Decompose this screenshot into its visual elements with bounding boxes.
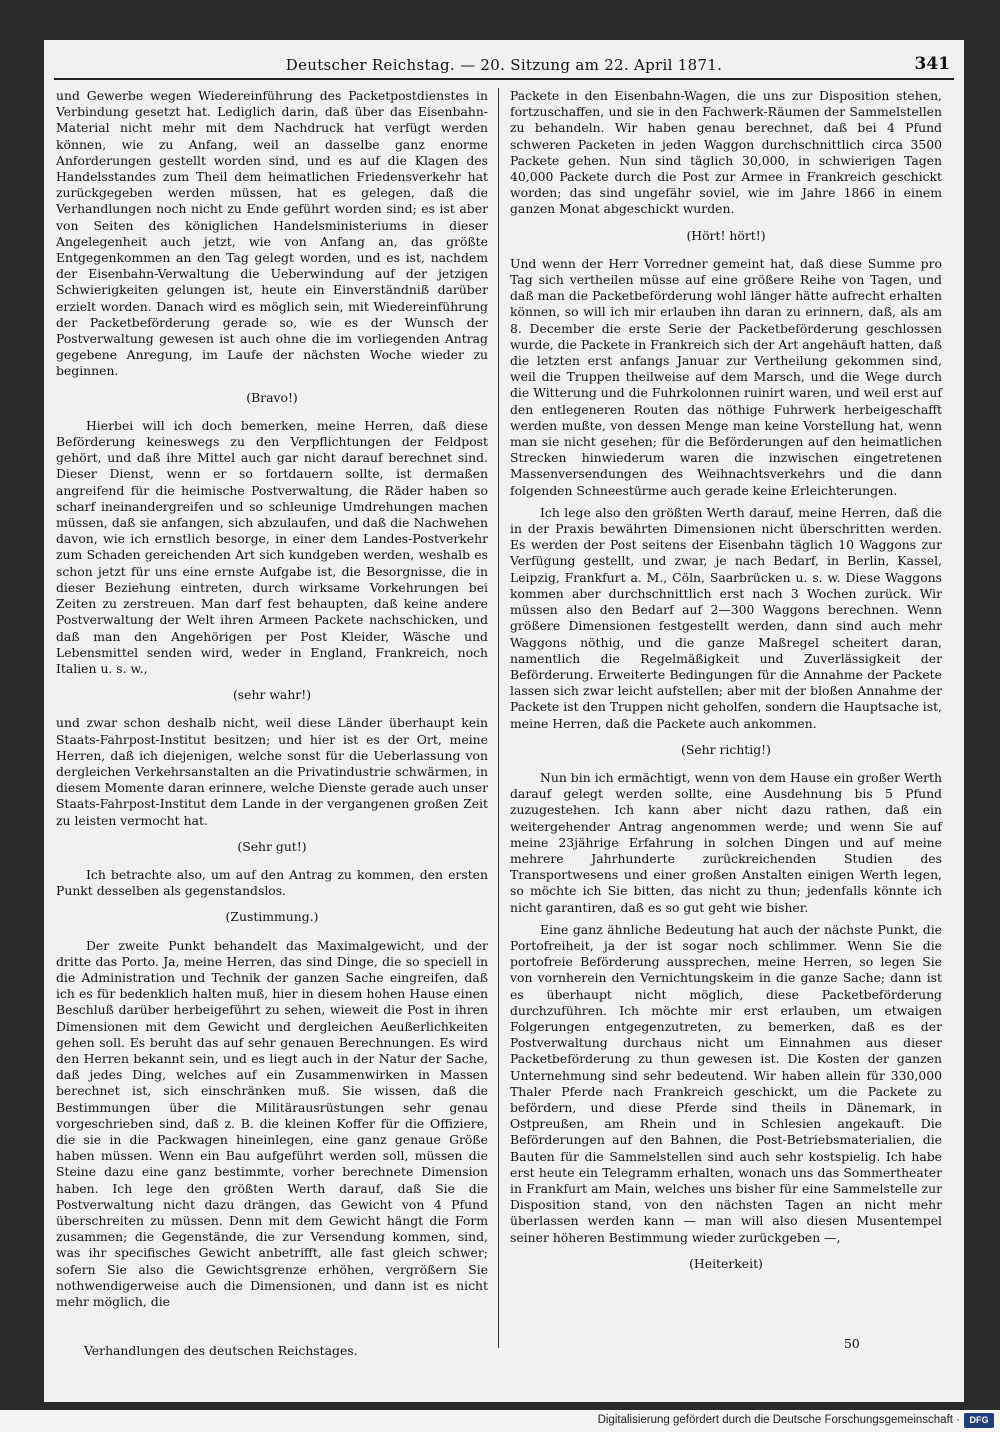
right-column	[510, 88, 942, 1284]
paragraph: Hierbei will ich doch bemerken, meine Herren, daß diese Beförderung keineswegs zu den Verpflichtungen der Feldpost gehört, und daß ihre Mittel auch gar nicht darauf berechnet sind. Dieser Dienst, wenn er so fortdauern sollte, ist dermaßen angreifend für die heimische Postverwaltung, die Räder haben so scharf ineinandergreifen und so schleunige Umdrehungen machen müssen, daß sie anfangen, sich abzulaufen, und daß die Nachwehen davon, wie ich ernstlich besorge, in einer dem Landes-Postverkehr zum Schaden gereichenden Art sich kundgeben werden, weshalb es schon jetzt für uns eine ernste Aufgabe ist, die Besorgnisse, die in dieser Beziehung eintreten, durch wirksame Vorkehrungen bei Zeiten zu zerstreuen. Man darf fest behaupten, daß keine andere Postverwaltung der Welt ihren Armeen Packete nachschicken, und daß man den Angehörigen per Post Kleider, Wäsche und Lebensmittel senden wird, weder in England, Frankreich, noch Italien u. s. w.,	[56, 417, 488, 676]
footer-publication: Verhandlungen des deutschen Reichstages.	[84, 1343, 358, 1358]
interjection: (Zustimmung.)	[225, 909, 319, 925]
paragraph: Packete in den Eisenbahn-Wagen, die uns zur Disposition stehen, fortzuschaffen, und sie in den Fachwerk-Räumen der Sammelstellen zu behandeln. Wir haben genau berechnet, daß bei 4 Pfund schweren Packeten in jeden Waggon durchschnittlich circa 3500 Packete gehen. Nun sind täglich 30,000, in schwierigen Tagen 40,000 Packete durch die Post zur Armee in Frankreich geschickt worden; das sind ungefähr soviel, wie im Jahre 1866 in einem ganzen Monat abgeschickt wurden.	[510, 88, 942, 217]
paragraph: Und wenn der Herr Vorredner gemeint hat, daß diese Summe pro Tag sich vertheilen müsse auf eine größere Reihe von Tagen, und daß man die Packetbeförderung wohl länger hätte aufrecht erhalten können, so will ich mir erlauben ihn daran zu erinnern, daß, als am 8. December die erste Serie der Packetbeförderung geschlossen wurde, die Packete in Frankreich sich der Art angehäuft hatten, daß die letzten erst anfangs Januar zur Vertheilung gekommen sind, weil die Truppen theilweise auf dem Marsch, und die Wege durch die Witterung und die Fuhrkolonnen ruinirt waren, und weil erst auf den entlegeneren Routen das nöthige Fuhrwerk herbeigeschafft werden mußte, von dessen Menge man keine Vorstellung hat, wenn man sie nicht gesehen; für die Beförderungen auf den heimatlichen Strecken hinwiederum waren die inzwischen eingetretenen Massenversendungen des Weihnachtsverkehrs und die dann folgenden Schneestürme auch gerade keine Erleichterungen.	[510, 255, 942, 498]
dfg-logo: DFG	[964, 1413, 994, 1428]
paragraph: und Gewerbe wegen Wiedereinführung des Packetpostdienstes in Verbindung gesetzt hat. Lediglich darin, daß über das Eisenbahn-Material nicht mehr mit dem Nachdruck hat verfügt werden können, wie zu Anfang, weil an dasselbe ganz enorme Anforderungen gestellt worden sind, und es auf die Klagen des Handelsstandes zum Theil dem heimatlichen Friedensverkehr hat zurückgegeben werden müssen, hat es gelegen, daß die Verhandlungen noch nicht zu Ende geführt worden sind; es ist aber von Seiten des königlichen Handelsministeriums in dieser Angelegenheit auch jetzt, wie von Anfang an, das größte Entgegenkommen an den Tag gelegt worden, und es ist, nachdem der Eisenbahn-Verwaltung die Ueberwindung auf der jetzigen Schwierigkeiten gelungen ist, heute ein Einverständniß darüber erzielt worden. Danach wird es möglich sein, mit Wiedereinführung der Packetbeförderung gerade so, wie es der Wunsch der Postverwaltung gewesen ist auch ohne die im vorliegenden Antrag gegebene Anregung, im Laufe der nächsten Woche wieder zu beginnen.	[56, 88, 488, 379]
interjection: (Sehr gut!)	[237, 838, 307, 854]
paragraph: Nun bin ich ermächtigt, wenn von dem Hause ein großer Werth darauf gelegt werden sollte, eine Ausdehnung bis 5 Pfund zuzugestehen. Ich kann aber nicht dazu rathen, daß ein weitergehender Antrag angenommen werde; und wenn Sie auf meine 23jährige Erfahrung in solchen Dingen und auf meine mehrere Jahrhunderte zurückreichenden Studien des Transportwesens und einer großen Anstalten einigen Werth legen, so möchte ich Sie bitten, das nicht zu thun; jedenfalls könnte ich nicht garantiren, daß es so gut geht wie bisher.	[510, 769, 942, 915]
page-header	[54, 48, 954, 80]
interjection: (Bravo!)	[246, 389, 298, 405]
paragraph: Ich lege also den größten Werth darauf, meine Herren, daß die in der Praxis bewährten Dimensionen nicht überschritten werden. Es werden der Post seitens der Eisenbahn täglich 10 Waggons zur Verfügung gestellt, und zwar, je nach Bedarf, in Berlin, Kassel, Leipzig, Frankfurt a. M., Cöln, Saarbrücken u. s. w. Diese Waggons kommen aber durchschnittlich erst nach 3 Wochen zurück. Wir müssen also den Bedarf auf 2—300 Waggons berechnen. Wenn größere Dimensionen festgestellt werden, dann sind auch mehr Waggons nöthig, und die ganze Maßregel scheitert daran, namentlich die Regelmäßigkeit und Zuverlässigkeit der Beförderung. Erweiterte Bedingungen für die Annahme der Packete lassen sich zwar leicht aufstellen; aber mit der bloßen Annahme der Packete ist den Truppen nicht geholfen, sondern die Hauptsache ist, meine Herren, daß die Packete auch ankommen.	[510, 504, 942, 731]
interjection: (Sehr richtig!)	[681, 741, 771, 757]
paragraph: Ich betrachte also, um auf den Antrag zu kommen, den ersten Punkt desselben als gegenstandslos.	[56, 866, 488, 899]
digitization-caption: Digitalisierung gefördert durch die Deutsche Forschungsgemeinschaft ·	[597, 1414, 960, 1426]
left-column	[56, 88, 488, 1316]
interjection: (Heiterkeit)	[689, 1255, 763, 1271]
interjection: (Hört! hört!)	[686, 227, 766, 243]
column-divider	[498, 88, 499, 1348]
paragraph: Eine ganz ähnliche Bedeutung hat auch der nächste Punkt, die Portofreiheit, ja der ist sogar noch schlimmer. Wenn Sie die portofreie Beförderung aussprechen, meine Herren, so legen Sie von vornherein den Vernichtungskeim in die ganze Sache; dann ist es überhaupt nicht möglich, diese Packetbeförderung durchzuführen. Ich möchte mir erst erlauben, um etwaigen Folgerungen entgegenzutreten, zu bemerken, daß es der Postverwaltung durchaus nicht um Einnahmen aus dieser Packetbeförderung zu thun gewesen ist. Die Kosten der ganzen Unternehmung sind sehr bedeutend. Wir haben allein für 330,000 Thaler Pferde nach Frankreich geschickt, um die Packete zu befördern, und diese Pferde sind theils in Dänemark, in Ostpreußen, am Rhein und in Schlesien angekauft. Die Beförderungen auf den Bahnen, die Post-Betriebsmaterialien, die Bauten für die Sammelstellen sind auch sehr kostspielig. Ich habe erst heute ein Telegramm erhalten, wonach uns das Sommertheater in Frankfurt am Main, welches uns bisher für eine Sammelstelle zur Disposition stand, von den nächsten Tagen an nicht mehr überlassen werden kann — man will also diesen Musentempel seiner höheren Bestimmung wieder zurückgeben —,	[510, 921, 942, 1245]
document-page	[44, 40, 964, 1402]
running-title: Deutscher Reichstag. — 20. Sitzung am 22. April 1871.	[285, 56, 723, 74]
interjection: (sehr wahr!)	[232, 687, 312, 703]
digitization-strip	[0, 1410, 1000, 1432]
paragraph: Der zweite Punkt behandelt das Maximalgewicht, und der dritte das Porto. Ja, meine Herren, das sind Dinge, die so speciell in die Administration und Technik der ganzen Sache eingreifen, daß ich es für bedenklich halten muß, hier in diesem hohen Hause einen Beschluß darüber herbeigeführt zu sehen, wieweit die Post in ihren Dimensionen mit dem Gewicht und dergleichen Aeußerlichkeiten gehen soll. Es beruht das auf sehr genauen Berechnungen. Es wird den Herren bekannt sein, und es liegt auch in der Natur der Sache, daß jedes Ding, welches auf ein Zusammenwirken in Massen berechnet ist, sich einschränken muß. Sie wissen, daß die Bestimmungen über die Militärausrüstungen sehr genau vorgeschrieben sind, daß z. B. die kleinen Koffer für die Offiziere, die sie in die Packwagen hineinlegen, eine ganz genaue Größe haben müssen. Wenn ein Bau aufgeführt werden soll, müssen die Steine dazu eine ganz bestimmte, vorher berechnete Dimension haben. Ich lege den größten Werth darauf, daß Sie die Postverwaltung nicht dazu drängen, das Gewicht von 4 Pfund überschreiten zu müssen. Denn mit dem Gewicht hängt die Form zusammen; die Gegenstände, die zur Versendung kommen, sind, was ihr specifisches Gewicht anbetrifft, alle fast gleich schwer; sofern Sie also die Gewichtsgrenze erhöhen, vergrößern Sie nothwendigerweise auch die Dimensionen, und dann ist es nicht mehr möglich, die	[56, 937, 488, 1310]
footer-signature-number: 50	[844, 1336, 860, 1351]
paragraph: und zwar schon deshalb nicht, weil diese Länder überhaupt kein Staats-Fahrpost-Institut besitzen; und hier ist es der Ort, meine Herren, daß ich diejenigen, welche sonst für die Ueberlassung von dergleichen Verkehrsanstalten an die Privatindustrie schwärmen, in diesem Momente daran erinnere, welche Dienste gerade auch unser Staats-Fahrpost-Institut dem Lande in der vergangenen großen Zeit zu leisten vermocht hat.	[56, 715, 488, 828]
page-number: 341	[914, 54, 950, 74]
